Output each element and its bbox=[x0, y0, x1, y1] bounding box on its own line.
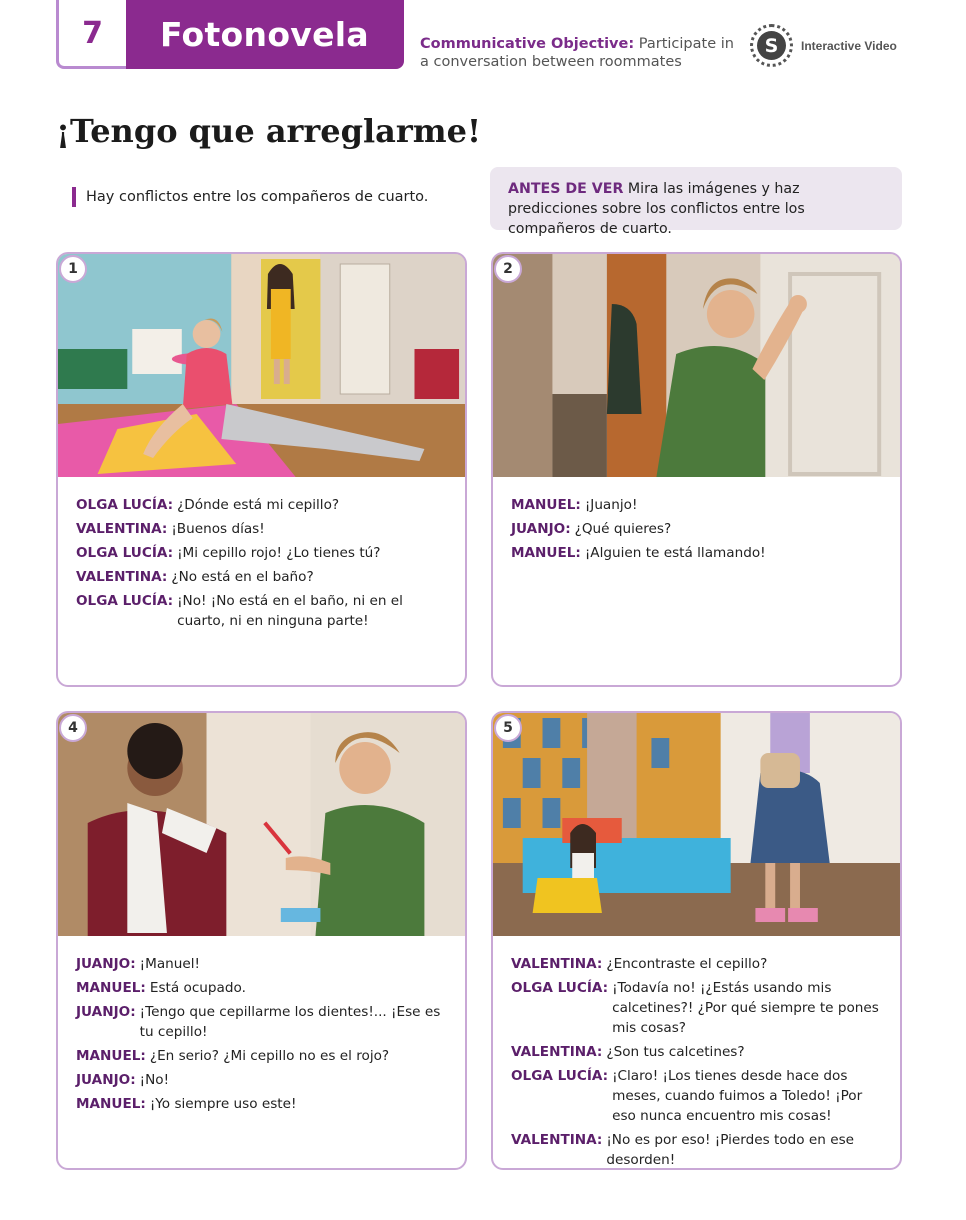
page-title: ¡Tengo que arreglarme! bbox=[56, 112, 482, 150]
comic-panel-2 bbox=[491, 252, 902, 687]
speech-text: ¿No está en el baño? bbox=[171, 569, 314, 585]
speaker-name: VALENTINA: bbox=[511, 956, 603, 972]
panel-number: 4 bbox=[59, 714, 87, 742]
scene-photo-1 bbox=[58, 254, 465, 477]
speaker-name: MANUEL: bbox=[76, 980, 146, 996]
panel-number: 2 bbox=[494, 255, 522, 283]
section-tab bbox=[126, 0, 404, 69]
speaker-name: JUANJO: bbox=[76, 956, 136, 972]
dialogue-1 bbox=[58, 477, 465, 631]
dialogue-4 bbox=[58, 936, 465, 1114]
speech-text: ¿En serio? ¿Mi cepillo no es el rojo? bbox=[149, 1048, 390, 1064]
scene-illustration-2 bbox=[493, 254, 900, 477]
dialogue-line bbox=[76, 567, 447, 587]
objective-label: Communicative Objective: bbox=[420, 36, 635, 52]
speaker-name: JUANJO: bbox=[76, 1072, 136, 1088]
dialogue-line bbox=[76, 495, 447, 515]
dialogue-line bbox=[76, 519, 447, 539]
speaker-name: MANUEL: bbox=[76, 1048, 146, 1064]
speech-text: ¿Dónde está mi cepillo? bbox=[177, 497, 340, 513]
dialogue-line bbox=[76, 978, 447, 998]
panel-number: 1 bbox=[59, 255, 87, 283]
before-viewing-box bbox=[490, 167, 902, 237]
speaker-name: VALENTINA: bbox=[76, 521, 168, 537]
chapter-number-box bbox=[56, 0, 126, 69]
section-title: Fotonovela bbox=[160, 15, 369, 54]
communicative-objective bbox=[420, 35, 740, 71]
dialogue-line bbox=[511, 495, 882, 515]
speech-text: ¡Alguien te está llamando! bbox=[584, 545, 766, 561]
speaker-name: OLGA LUCÍA: bbox=[511, 1068, 609, 1084]
speaker-name: VALENTINA: bbox=[511, 1132, 603, 1148]
intro-text: Hay conflictos entre los compañeros de cuarto. bbox=[72, 187, 428, 207]
speaker-name: MANUEL: bbox=[76, 1096, 146, 1112]
speech-text: ¡No! ¡No está en el baño, ni en el cuarto, ni en ninguna parte! bbox=[177, 593, 403, 629]
speaker-name: VALENTINA: bbox=[511, 1044, 603, 1060]
scene-illustration-4 bbox=[58, 713, 465, 936]
comic-panel-1 bbox=[56, 252, 467, 687]
scene-photo-2 bbox=[493, 254, 900, 477]
speech-text: ¡Claro! ¡Los tienes desde hace dos meses, cuando fuimos a Toledo! ¡Por eso nunca encuentro mis cosas! bbox=[612, 1068, 863, 1124]
comic-panel-4 bbox=[56, 711, 467, 1170]
dialogue-line bbox=[76, 1002, 447, 1042]
speech-text: ¡No es por eso! ¡Pierdes todo en ese desorden! bbox=[606, 1132, 855, 1168]
dialogue-line bbox=[511, 519, 882, 539]
dialogue-line bbox=[76, 1094, 447, 1114]
speaker-name: VALENTINA: bbox=[76, 569, 168, 585]
video-play-icon[interactable] bbox=[750, 24, 793, 67]
scene-illustration-5 bbox=[493, 713, 900, 936]
speech-text: ¡No! bbox=[139, 1072, 170, 1088]
speech-text: ¡Yo siempre uso este! bbox=[149, 1096, 297, 1112]
scene-illustration-1 bbox=[58, 254, 465, 477]
dialogue-2 bbox=[493, 477, 900, 563]
speaker-name: OLGA LUCÍA: bbox=[511, 980, 609, 996]
speech-text: ¿Son tus calcetines? bbox=[606, 1044, 745, 1060]
dialogue-line bbox=[76, 543, 447, 563]
dialogue-line bbox=[511, 1066, 882, 1126]
chapter-number: 7 bbox=[82, 15, 103, 51]
before-viewing-text: Mira las imágenes y haz predicciones sobre los conflictos entre los compañeros de cuarto. bbox=[508, 181, 805, 237]
speech-text: ¡Buenos días! bbox=[171, 521, 265, 537]
scene-photo-4 bbox=[58, 713, 465, 936]
video-label[interactable]: Interactive Video bbox=[801, 38, 897, 53]
speaker-name: OLGA LUCÍA: bbox=[76, 497, 174, 513]
dialogue-5 bbox=[493, 936, 900, 1170]
speaker-name: JUANJO: bbox=[511, 521, 571, 537]
dialogue-line bbox=[511, 954, 882, 974]
dialogue-line bbox=[511, 543, 882, 563]
dialogue-line bbox=[76, 1070, 447, 1090]
dialogue-line bbox=[76, 954, 447, 974]
video-icon-letter: S bbox=[757, 31, 786, 60]
speech-text: ¿Encontraste el cepillo? bbox=[606, 956, 768, 972]
objective-text: Participate in a conversation between roommates bbox=[420, 36, 734, 70]
dialogue-line bbox=[76, 591, 447, 631]
speech-text: ¡Juanjo! bbox=[584, 497, 638, 513]
speaker-name: MANUEL: bbox=[511, 545, 581, 561]
speaker-name: OLGA LUCÍA: bbox=[76, 545, 174, 561]
scene-photo-5 bbox=[493, 713, 900, 936]
speech-text: ¡Tengo que cepillarme los dientes!... ¡Ese es tu cepillo! bbox=[139, 1004, 441, 1040]
speech-text: Está ocupado. bbox=[149, 980, 246, 996]
comic-panel-5 bbox=[491, 711, 902, 1170]
speech-text: ¡Todavía no! ¡¿Estás usando mis calcetines?! ¿Por qué siempre te pones mis cosas? bbox=[612, 980, 879, 1036]
speech-text: ¿Qué quieres? bbox=[574, 521, 672, 537]
dialogue-line bbox=[511, 1042, 882, 1062]
speech-text: ¡Manuel! bbox=[139, 956, 200, 972]
speaker-name: MANUEL: bbox=[511, 497, 581, 513]
interactive-video-link[interactable] bbox=[750, 24, 897, 67]
dialogue-line bbox=[511, 1130, 882, 1170]
dialogue-line bbox=[76, 1046, 447, 1066]
speaker-name: JUANJO: bbox=[76, 1004, 136, 1020]
before-viewing-label: ANTES DE VER bbox=[508, 181, 624, 197]
speaker-name: OLGA LUCÍA: bbox=[76, 593, 174, 609]
panel-number: 5 bbox=[494, 714, 522, 742]
speech-text: ¡Mi cepillo rojo! ¿Lo tienes tú? bbox=[177, 545, 381, 561]
dialogue-line bbox=[511, 978, 882, 1038]
